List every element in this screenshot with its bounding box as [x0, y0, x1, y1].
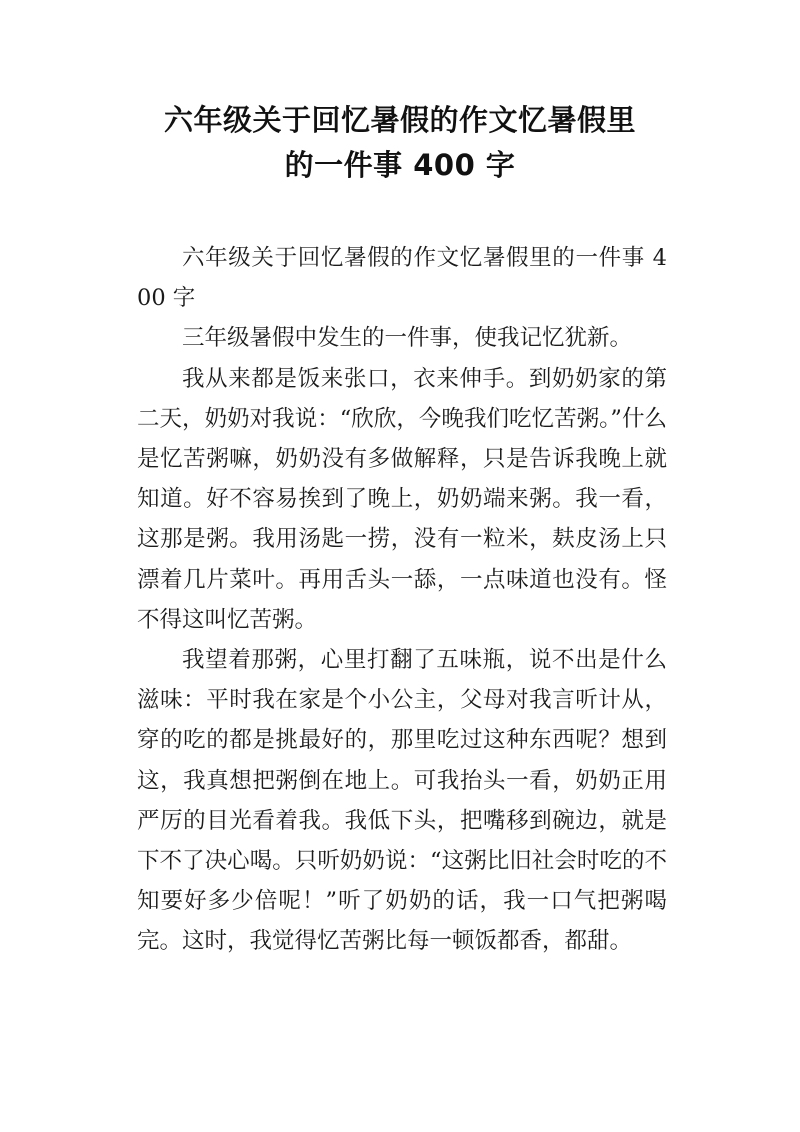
document-title [100, 98, 700, 188]
paragraph-conclusion: 我望着那粥，心里打翻了五味瓶，说不出是什么滋味：平时我在家是个小公主，父母对我言听计从，穿的吃的都是挑最好的，那里吃过这种东西呢？想到这，我真想把粥倒在地上。可我抬头一看，奶奶正用严厉的目光看着我。我低下头，把嘴移到碗边，就是下不了决心喝。只听奶奶说：“这粥比旧社会时吃的不知要好多少倍呢！”听了奶奶的话，我一口气把粥喝完。这时，我觉得忆苦粥比每一顿饭都香，都甜。 [137, 647, 667, 955]
document-body [137, 238, 667, 962]
title-line-1: 六年级关于回忆暑假的作文忆暑假里 [163, 103, 636, 137]
paragraph-story: 我从来都是饭来张口，衣来伸手。到奶奶家的第二天，奶奶对我说：“欣欣，今晚我们吃忆苦粥。”什么是忆苦粥嘛，奶奶没有多做解释，只是告诉我晚上就知道。好不容易挨到了晚上，奶奶端来粥。我一看，这那是粥。我用汤匙一捞，没有一粒米，麸皮汤上只漂着几片菜叶。再用舌头一舔，一点味道也没有。怪不得这叫忆苦粥。 [137, 365, 667, 633]
paragraph-intro: 三年级暑假中发生的一件事，使我记忆犹新。 [182, 325, 633, 352]
title-line-2: 的一件事 400 字 [284, 148, 516, 182]
paragraph-heading-repeat: 六年级关于回忆暑假的作文忆暑假里的一件事 400 字 [137, 245, 667, 312]
